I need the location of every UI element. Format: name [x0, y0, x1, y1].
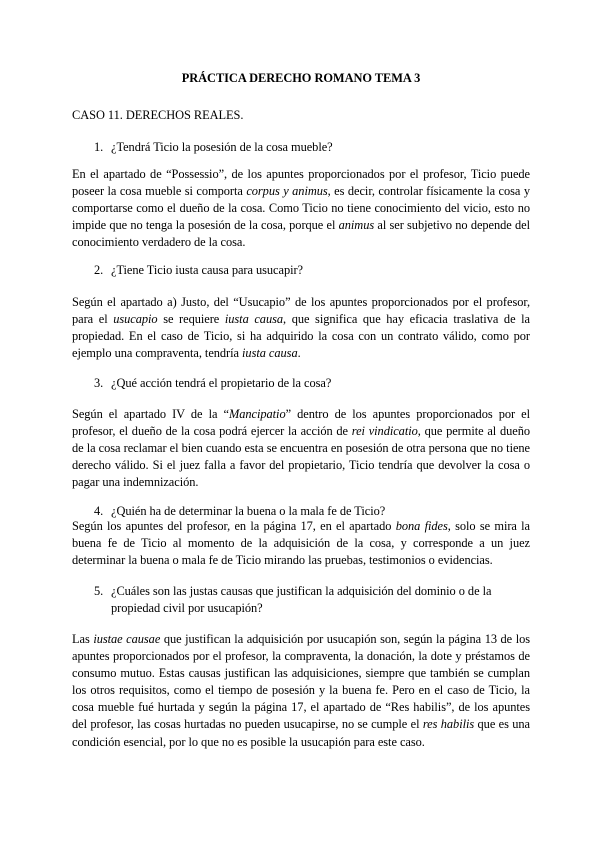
answer-text: Las — [72, 632, 94, 646]
answer-text: Según el apartado a) Justo, del “Usucapio” de los apuntes proporcionados por el profesor, para el — [72, 295, 530, 327]
question-text: ¿Quién ha de determinar la buena o la mala fe de Ticio? — [111, 504, 386, 518]
answer-text: que justifican la adquisición por usucapión son, según la página 13 de los apuntes proporcionados por el profesor, la compraventa, la donación, la dote y préstamos de consumo mutuo. Estas causas justifican las adquisiciones, siempre que también se cumplan los otros requisitos, como el tiempo de posesión y la buena fe. Pero en el caso de Ticio, la cosa mueble fué hurtada y según la página 17, el apartado de “Res habilis”, de los apuntes del profesor, las cosas hurtadas no pueden usucapirse, no se cumple el — [72, 632, 531, 732]
latin-term: bona fides — [395, 519, 448, 533]
question-number: 4. — [94, 504, 104, 518]
latin-term: iustae causae — [93, 632, 161, 646]
answer-text: , es decir, controlar físicamente la cosa y comportarse como el dueño de la cosa. Como Ticio no tiene conocimiento del vicio, esto no impide que no tenga la posesión de la cosa, porque el — [72, 184, 530, 233]
answer-text: , que significa que hay eficacia traslativa de la propiedad. En el caso de Ticio, si ha adquirido la cosa con un contrato válido, como por ejemplo una compraventa, tendría — [72, 312, 530, 361]
answer-5 — [72, 631, 530, 751]
latin-term: iusta causa — [242, 346, 298, 361]
answer-text: Según los apuntes del profesor, en la página 17, en el apartado — [72, 519, 396, 533]
answer-text: , que permite al dueño de la cosa reclamar el bien cuando esta se encuentra en posesión de otra persona que no tiene derecho válido. Si el juez falla a favor del propietario, Ticio tendría que devolver la cosa o pagar una indemnización. — [72, 424, 530, 490]
latin-term: res habilis — [422, 717, 475, 732]
question-number: 1. — [94, 140, 104, 154]
question-text: ¿Tiene Ticio iusta causa para usucapir? — [111, 263, 304, 277]
answer-1 — [72, 166, 530, 251]
answer-text: En el apartado de “Possessio”, de los apuntes proporcionados por el profesor, Ticio puede poseer la cosa mueble si comporta — [72, 167, 530, 199]
latin-term: iusta causa — [224, 312, 284, 327]
latin-term: animus — [338, 218, 375, 233]
answer-text: Según el apartado IV de la “ — [72, 407, 229, 421]
document-page — [72, 0, 530, 848]
case-heading: CASO 11. DERECHOS REALES. — [72, 108, 244, 122]
question-text: ¿Qué acción tendrá el propietario de la cosa? — [111, 376, 332, 390]
question-text: ¿Cuáles son las justas causas que justifican la adquisición del dominio o de la propiedad civil por usucapión? — [111, 584, 492, 616]
answer-text: ” dentro de los apuntes proporcionados por el profesor, el dueño de la cosa podrá ejercer la acción de — [72, 407, 530, 439]
answer-text: , solo se mira la buena fe de Ticio al momento de la adquisición de la cosa, y corresponde a un juez determinar la buena o mala fe de Ticio mirando las pruebas, testimonios o evidencias. — [72, 519, 531, 568]
question-3 — [94, 375, 530, 392]
answer-text: al ser subjetivo no depende del conocimiento verdadero de la cosa. — [72, 218, 530, 250]
latin-term: corpus y animus — [246, 184, 328, 199]
latin-term: Mancipatio — [228, 407, 286, 421]
question-1 — [94, 139, 530, 156]
latin-term: rei vindicatio — [351, 424, 418, 439]
question-number: 5. — [94, 584, 104, 598]
latin-term: usucapio — [113, 312, 158, 327]
answer-2 — [72, 294, 530, 362]
answer-3 — [72, 406, 530, 491]
answer-text: se requiere — [157, 312, 225, 327]
question-text: ¿Tendrá Ticio la posesión de la cosa mueble? — [111, 140, 333, 154]
document-title: PRÁCTICA DERECHO ROMANO TEMA 3 — [181, 71, 421, 85]
answer-text: . — [297, 346, 301, 361]
question-5 — [94, 583, 530, 617]
question-2 — [94, 262, 530, 279]
question-number: 3. — [94, 376, 104, 390]
question-number: 2. — [94, 263, 104, 277]
answer-text: que es una condición esencial, por lo que no es posible la usucapión para este caso. — [72, 717, 530, 749]
answer-4 — [72, 518, 530, 569]
